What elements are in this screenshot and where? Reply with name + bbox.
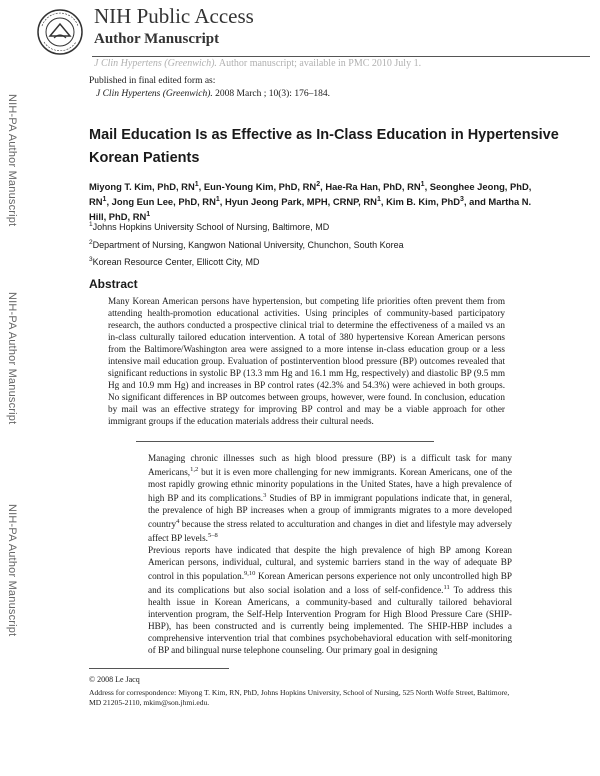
affiliation-3: $^3$Korean Resource Center, Ellicott City, MD — [89, 256, 260, 267]
article-title: Mail Education Is as Effective as In-Class Education in Hypertensive Korean Patients — [89, 127, 559, 166]
published-in-label: Published in final edited form as: — [89, 76, 216, 86]
author-affiliation-marker: 1 — [215, 196, 220, 204]
abstract-text: Many Korean American persons have hypertension, but competing life priorities often prevent them from attending health-promotion educational activities. Using principles of community-based participatory research, the authors conducted a prospective clinical trial to determine the effectiveness of a mailed vs an in-class culturally tailored education intervention. A total of 380 hypertensive Korean American persons from the Baltimore/Washington area were assigned to a more intense in-class education group or a less intensive mail education group. Evaluation of postintervention blood pressure (BP) outcomes revealed that significant reductions in systolic BP (13.3 mm Hg and 16.1 mm Hg, respectively) and diastolic BP (9.5 mm Hg and 10.9 mm Hg) and increases in BP control rates (42.3% and 54.3%) were achieved in both groups. No significant differences in BP outcomes between groups, however, were found. In conclusion, education by mail was an effective strategy for improving BP control and may be a viable approach for other immigrant groups if the education materials address their cultural needs. — [108, 296, 505, 426]
author-name: Martha N. Hill, PhD, RN — [89, 196, 532, 223]
sidebar-label-middle: NIH-PA Author Manuscript — [6, 291, 18, 425]
citation-details: 2008 March ; 10(3): 176–184. — [212, 89, 330, 99]
footnote-divider — [89, 668, 229, 669]
author-manuscript-label: Author Manuscript — [94, 31, 220, 47]
header-journal-line — [94, 58, 421, 70]
author-name: Jong Eun Lee, PhD, RN — [111, 196, 216, 208]
sidebar-label-top: NIH-PA Author Manuscript — [6, 93, 18, 227]
sidebar-label-bottom: NIH-PA Author Manuscript — [6, 503, 18, 637]
affiliation-1: $^1$Johns Hopkins University School of Nursing, Baltimore, MD — [89, 221, 330, 232]
author-affiliation-marker: 1 — [420, 181, 425, 188]
author-name: Hyun Jeong Park, MPH, CRNP, RN — [224, 196, 377, 208]
author-affiliation-marker: 1 — [194, 181, 199, 188]
abstract-heading: Abstract — [89, 277, 138, 291]
author-name: Hae-Ra Han, PhD, RN — [325, 181, 421, 193]
affiliation-2: $^2$Department of Nursing, Kangwon National University, Chunchon, South Korea — [89, 239, 404, 250]
correspondence-address: Address for correspondence: Miyong T. Kim, RN, PhD, Johns Hopkins University, School of Nursing, 525 North Wolfe Street, Baltimore, MD 21205-2110, mkim@son.jhmi.edu. — [89, 688, 510, 707]
author-affiliation-marker: 2 — [316, 181, 321, 188]
author-name: Kim B. Kim, PhD — [386, 196, 461, 208]
body-paragraph-1: Managing chronic illnesses such as high blood pressure (BP) is a difficult task for many Americans,$^{1,2}$ but it is even more challenging for new immigrants. Korean Americans, one of the most rapidly growing ethnic minority populations in the United States, have a high prevalence of high BP and its complications.$^3$ Studies of BP in immigrant populations indicate that, in general, the prevalence of high BP increases when a group of immigrants migrates to a more developed country$^4$ because the stress related to acculturation and changes in diet and lifestyle may adversely affect BP levels.$^{5-8}$ — [148, 453, 513, 544]
author-name: Miyong T. Kim, PhD, RN — [89, 181, 195, 193]
body-paragraph-2: Previous reports have indicated that despite the high prevalence of high BP among Korean American persons, individual, cultural, and systemic barriers stand in the way of adequate BP control in this population.$^{9,10}$ Korean American persons experience not only uncontrolled high BP and its complications but also social isolation and a loss of self-confidence.$^{11}$ To address this health issue in Korean Americans, a community-based and culturally tailored behavioral intervention program, the Self-Help Intervention Program for High Blood Pressure Care (SHIP-HBP), has been constructed and is currently being implemented. The SHIP-HBP includes a comprehensive intervention trial that combines psychobehavioral education with self-monitoring of BP and bilingual nurse telephone counseling. Our primary goal in designing — [148, 545, 512, 656]
header-divider — [92, 56, 590, 57]
copyright-notice: © 2008 Le Jacq — [89, 675, 140, 684]
author-name: Eun-Young Kim, PhD, RN — [203, 181, 317, 193]
citation-journal: J Clin Hypertens (Greenwich). — [96, 89, 213, 99]
author-affiliation-marker: 1 — [376, 196, 381, 204]
header-availability: Author manuscript; available in PMC 2010 July 1. — [216, 58, 422, 69]
author-list: Miyong T. Kim, PhD, $RN^1$, Eun-Young Kim, PhD, $RN^2$, Hae-Ra Han, PhD, $RN^1$, Seonghee Jeong, PhD, $RN^1$, Jong Eun Lee, PhD, $RN^1$, Hyun Jeong Park, MPH, CRNP, $RN^1$, Kim B. Kim, PhD$^3$, and Martha N. Hill, PhD, $RN^1$ — [89, 181, 532, 223]
abstract-divider — [136, 441, 434, 442]
header-journal-name: J Clin Hypertens (Greenwich). — [94, 58, 217, 69]
nih-public-access-title: NIH Public Access — [94, 4, 254, 28]
publication-citation — [96, 88, 330, 100]
author-name: Seonghee Jeong, PhD, RN — [89, 181, 532, 208]
nih-seal-logo — [36, 8, 84, 56]
author-affiliation-marker: 3 — [460, 196, 464, 204]
author-affiliation-marker: 1 — [102, 196, 107, 204]
author-affiliation-marker: 1 — [146, 211, 151, 219]
